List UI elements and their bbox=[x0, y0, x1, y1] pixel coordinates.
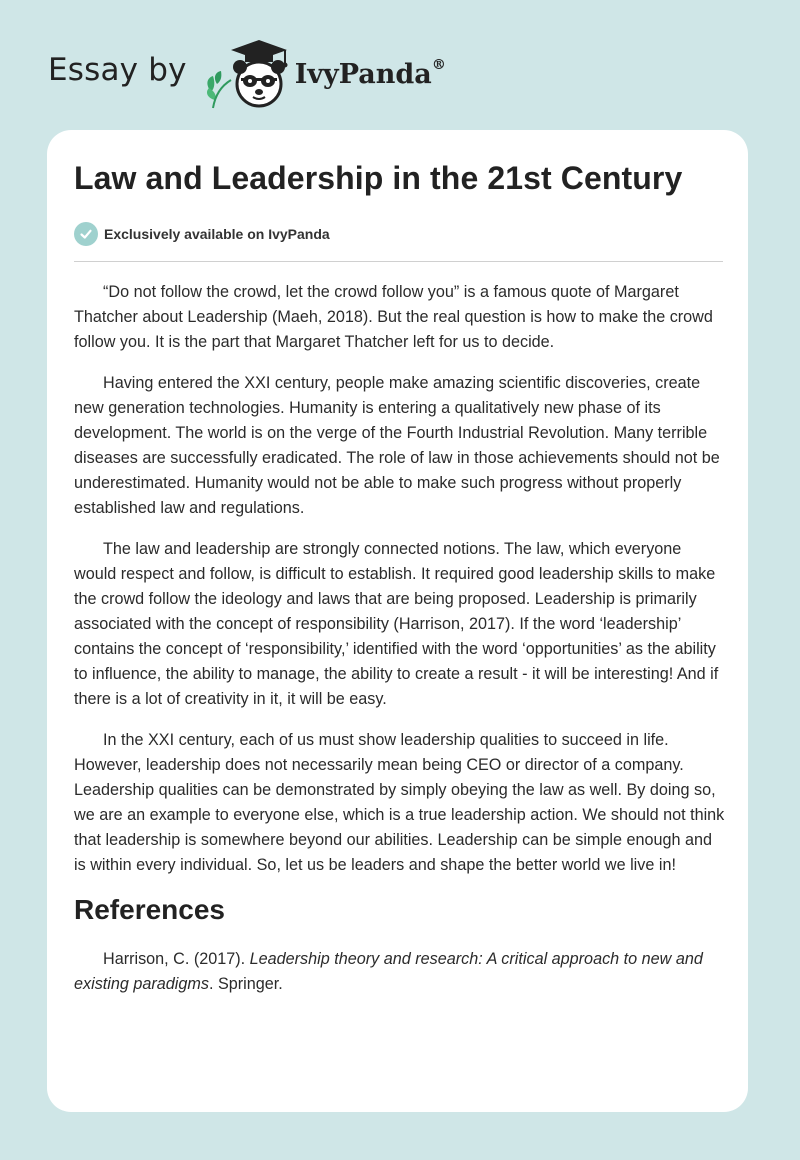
exclusive-label: Exclusively available on IvyPanda bbox=[104, 226, 330, 242]
references-heading: References bbox=[74, 894, 225, 925]
essay-body bbox=[74, 280, 726, 1013]
reference-title: Leadership theory and research: A critical approach to new and existing paradigms bbox=[74, 950, 703, 993]
paragraph: The law and leadership are strongly connected notions. The law, which everyone would respect and follow, is difficult to establish. It required good leadership skills to make the crowd follow the ideology and laws that are being proposed. Leadership is primarily associated with the concept of responsibility (Harrison, 2017). If the word ‘leadership’ contains the concept of ‘responsibility,’ identified with the word ‘opportunities’ as the ability to influence, the ability to manage, the ability to create a result - it will be interesting! And if there is a lot of creativity in it, it will be easy. bbox=[74, 540, 719, 708]
essay-card bbox=[47, 130, 748, 1112]
registered-mark: ® bbox=[431, 56, 446, 73]
check-circle-icon bbox=[74, 222, 98, 246]
brand-name bbox=[294, 56, 446, 90]
reference-publisher: . Springer. bbox=[208, 975, 283, 993]
page-title: Law and Leadership in the 21st Century bbox=[74, 160, 683, 196]
essay-by-label: Essay by bbox=[48, 52, 187, 88]
paragraph: “Do not follow the crowd, let the crowd follow you” is a famous quote of Margaret Thatcher about Leadership (Maeh, 2018). But the real question is how to make the crowd follow you. It is the part that Margaret Thatcher left for us to decide. bbox=[74, 283, 713, 351]
reference-entry bbox=[74, 947, 726, 997]
exclusive-badge bbox=[74, 222, 330, 246]
reference-authors: Harrison, C. (2017). bbox=[103, 950, 246, 968]
divider bbox=[74, 261, 723, 262]
paragraph: In the XXI century, each of us must show leadership qualities to succeed in life. However, leadership does not necessarily mean being CEO or director of a company. Leadership qualities can be demonstrated by simply obeying the law as well. By doing so, we are an example to everyone else, which is a true leadership action. We should not think that leadership is somewhere beyond our abilities. Leadership can be simple enough and is within every individual. So, let us be leaders and shape the better world we live in! bbox=[74, 731, 725, 874]
brand-header bbox=[48, 34, 446, 110]
brand-name-text: IvyPanda bbox=[294, 58, 432, 90]
paragraph: Having entered the XXI century, people make amazing scientific discoveries, create new generation technologies. Humanity is entering a qualitatively new phase of its development. The world is on the verge of the Fourth Industrial Revolution. Many terrible diseases are successfully eradicated. The role of law in those achievements should not be underestimated. Humanity would not be able to make such progress without properly established law and regulations. bbox=[74, 374, 720, 517]
ivypanda-logo-icon bbox=[201, 34, 293, 110]
